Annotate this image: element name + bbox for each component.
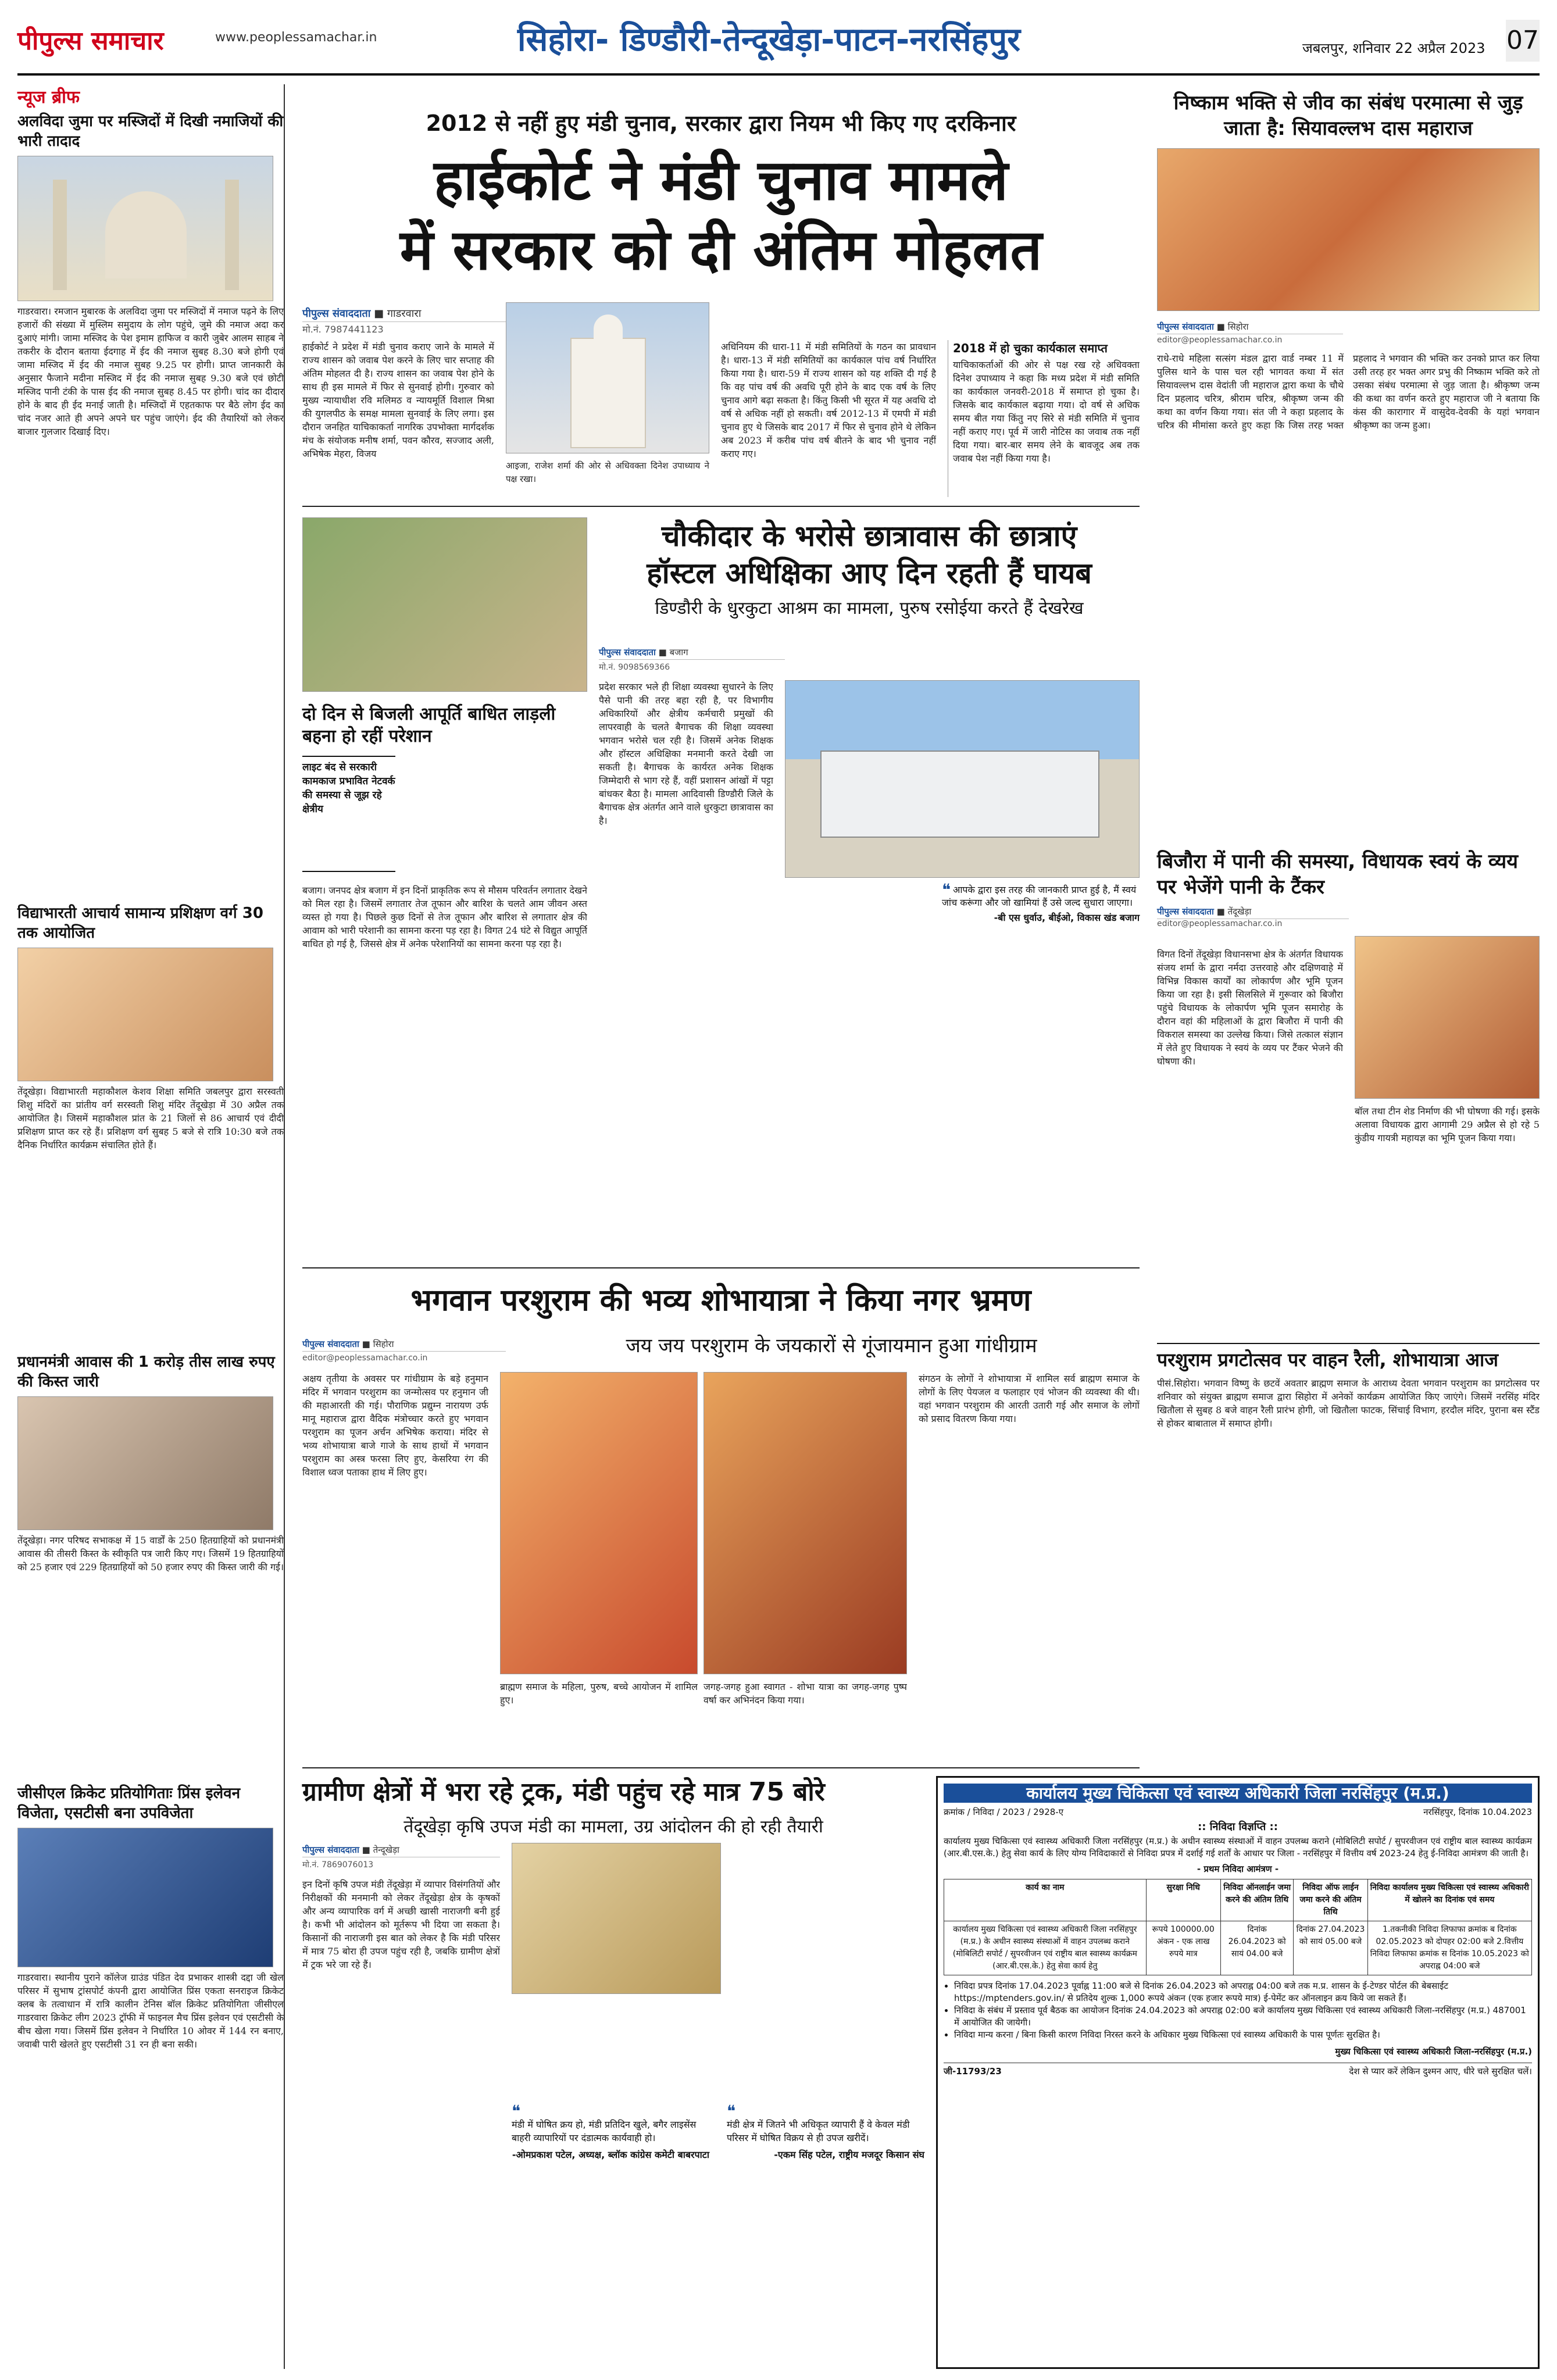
lead-mobile: मो.नं. 7987441123 xyxy=(302,324,384,335)
parshuram-text-2: संगठन के लोगों ने शोभायात्रा में शामिल सर्व ब्राह्मण समाज के लोगों के लिए पेयजल व फलाहार एवं भोजन की व्यवस्था की थी। वहां भगवान परशुराम की आरती उतारी गई और समाज के लोगों को प्रसाद वितरण किया गया। xyxy=(919,1373,1140,1424)
tender-header: सुरक्षा निधि xyxy=(1146,1879,1220,1921)
byline-place: तेंदूखेड़ा xyxy=(1227,906,1252,917)
hostel-headline-line1: चौकीदार के भरोसे छात्रावास की छात्राएं xyxy=(661,519,1077,553)
tender-cell: रूपये 100000.00 अंकन - एक लाख रुपये मात्र xyxy=(1146,1921,1220,1975)
page-number: 07 xyxy=(1506,20,1540,62)
water-story xyxy=(1157,849,1540,1337)
news-brief-label: न्यूज ब्रीफ xyxy=(17,87,80,108)
brief-photo-training xyxy=(17,948,273,1081)
tender-header: निविदा ऑनलाईन जमा करने की अंतिम तिथि xyxy=(1220,1879,1293,1921)
quote-mark-icon: ❝ xyxy=(727,2102,736,2121)
hostel-photo-protest[interactable] xyxy=(302,517,587,692)
lead-photo-court[interactable] xyxy=(506,302,709,453)
brief-photo-cricket xyxy=(17,1828,273,1967)
mandi-mobile: मो.नं. 7869076013 xyxy=(302,1860,374,1870)
byline-place: बजाग xyxy=(669,647,688,657)
mandi-text: इन दिनों कृषि उपज मंडी तेंदूखेड़ा में व्यापार विसंगतियों और निरीक्षकों की मनमानी को लेकर तेंदूखेड़ा क्षेत्र के कृषकों और अन्य व्यापारिक वर्ग में अच्छी खासी नाराजगी बनी हुई है। कभी भी आंदोलन को मूर्तरूप भी दिया जा सकता है। किसानों की नाराजगी इस बात को लेकर है कि मंडी परिसर में मात्र 75 बोरा ही उपज पहुंच रही है, जबकि ग्रामीण क्षेत्रों में ट्रक भरे जा रहे हैं। xyxy=(302,1879,500,1970)
hostel-quote-by: -बी एस धुर्वाउ, बीईओ, विकास खंड बजाग xyxy=(994,912,1140,923)
tender-intro: कार्यालय मुख्य चिकित्सा एवं स्वास्थ्य अधिकारी जिला नरसिंहपुर (म.प्र.) के अधीन स्वास्थ्य संस्थाओं में वाहन उपलब्ध कराने (मोबिलिटी सपोर्ट / सुपरवीजन एवं राष्ट्रीय बाल स्वास्थ्य कार्यक्रम (आर.बी.एस.के.) हेतु सेवा कार्य के लिए योग्य निविदाकारों से निविदा प्रपत्र में दर्शाई गई शर्तों के आधार पर जिला - नरसिंहपुर में वित्तीय वर्ष 2023-24 हेतु ई-निविदा आमंत्रण की जाती है। xyxy=(944,1836,1532,1859)
power-pull-quote: लाइट बंद से सरकारी कामकाज प्रभावित नेटवर्क की समस्या से जूझ रहे क्षेत्रीय xyxy=(302,756,395,872)
tender-bullet: • निविदा के संबंध में प्रस्ताव पूर्व बैठक का आयोजन दिनांक 24.04.2023 को अपराह्न 02:00 बजे कार्यालय मुख्य चिकित्सा एवं स्वास्थ्य अधिकारी जिला-नरसिंहपुर (म.प्र.) 487001 में आयोजित की जायेगी। xyxy=(954,2004,1532,2029)
byline-place: तेन्दूखेड़ा xyxy=(373,1845,399,1855)
hostel-deck: डिण्डौरी के धुरकुटा आश्रम का मामला, पुरुष रसोईया करते हैं देखरेख xyxy=(655,598,1084,619)
lead-byline: पीपुल्स संवाददाता ■ गाडरवारा xyxy=(302,305,535,322)
tender-signature: मुख्य चिकित्सा एवं स्वास्थ्य अधिकारी जिला-नरसिंहपुर (म.प्र.) xyxy=(1335,2046,1532,2057)
lead-side-title: 2018 में हो चुका कार्यकाल समाप्त xyxy=(953,341,1108,355)
right-story xyxy=(1157,90,1540,840)
byline-name: पीपुल्स संवाददाता xyxy=(599,647,656,657)
right-story-headline: निष्काम भक्ति से जीव का संबंध परमात्मा से जुड़ जाता है: सियावल्लभ दास महाराज xyxy=(1173,91,1523,140)
tender-bullet: • निविदा मान्य करना / बिना किसी कारण निविदा निरस्त करने के अधिकार मुख्य चिकित्सा एवं स्वास्थ्य अधिकारी के पास पूर्णतः सुरक्षित है। xyxy=(954,2029,1532,2041)
hostel-byline: पीपुल्स संवाददाता ■ बजाग xyxy=(599,645,785,660)
right-story-byline: पीपुल्स संवाददाता ■ सिहोरा xyxy=(1157,320,1343,334)
water-byline: पीपुल्स संवाददाता ■ तेंदूखेड़ा xyxy=(1157,905,1349,919)
mandi-quote-2 xyxy=(727,2104,924,2360)
masthead xyxy=(17,12,1540,76)
brief-item-title: विद्याभारती आचार्य सामान्य प्रशिक्षण वर्ग 30 तक आयोजित xyxy=(17,905,263,942)
tender-notice xyxy=(936,1776,1540,2369)
parshuram-byline: पीपुल्स संवाददाता ■ सिहोरा xyxy=(302,1337,506,1352)
tender-ref: क्रमांक / निविदा / 2023 / 2928-ए xyxy=(944,1807,1064,1817)
byline-place: सिहोरा xyxy=(373,1339,394,1349)
hostel-headline-line2: हॉस्टल अधिक्षिका आए दिन रहती हैं घायब xyxy=(647,556,1092,590)
quote-mark-icon: ❝ xyxy=(942,880,951,899)
news-brief-column xyxy=(17,84,285,2369)
tender-notice-title: :: निविदा विज्ञप्ति :: xyxy=(1198,1821,1278,1833)
mandi-quote-2-by: -एकम सिंह पटेल, राष्ट्रीय मजदूर किसान संघ xyxy=(774,2149,924,2160)
brief-item-title: अलविदा जुमा पर मस्जिदों में दिखी नमाजियों की भारी तादाद xyxy=(17,113,284,150)
water-email: editor@peoplessamachar.co.in xyxy=(1157,919,1283,928)
brief-item-title: जीसीएल क्रिकेट प्रतियोगिताः प्रिंस इलेवन विजेता, एसटीसी बना उपविजेता xyxy=(17,1785,241,1822)
lead-headline-line1: हाईकोर्ट ने मंडी चुनाव मामले xyxy=(434,148,1008,213)
water-headline: बिजौरा में पानी की समस्या, विधायक स्वयं के व्यय पर भेजेंगे पानी के टैंकर xyxy=(1157,850,1518,899)
byline-place: सिहोरा xyxy=(1227,321,1249,332)
right-story-text: राधे-राधे महिला सत्संग मंडल द्वारा वार्ड नम्बर 11 में पुलिस थाने के पास चल रही भागवत कथा में संत सियावल्लभ दास वेदांती जी महाराज द्वारा कथा के चौथे दिन प्रहलाद चरित्र, श्रीराम चरित्र, श्रीकृष्ण जन्म की कथा का वर्णन किया गया। संत जी ने कहा प्रहलाद के चरित्र की मीमांसा करते हुए कहा कि जिस तरह भक्त प्रहलाद ने भगवान की भक्ति कर उनको प्राप्त कर लिया उसी तरह हर भक्त अगर प्रभु की निष्काम भक्ति करे तो उसका संबंध परमात्मा से जुड़ जाता है। श्रीकृष्ण जन्म की कथा का वर्णन करते हुए महाराज जी ने बताया कि कंस की कारागार में वासुदेव-देवकी के यहां भगवान श्रीकृष्ण का जन्म हुआ। xyxy=(1157,353,1540,431)
byline-name: पीपुल्स संवाददाता xyxy=(1157,321,1214,332)
brief-photo-awas xyxy=(17,1396,273,1530)
byline-name: पीपुल्स संवाददाता xyxy=(302,308,371,320)
byline-name: पीपुल्स संवाददाता xyxy=(302,1845,359,1855)
byline-name: पीपुल्स संवाददाता xyxy=(1157,906,1214,917)
byline-name: पीपुल्स संवाददाता xyxy=(302,1339,359,1349)
lead-side-box xyxy=(948,340,1140,497)
power-text: बजाग। जनपद क्षेत्र बजाग में इन दिनों प्राकृतिक रूप से मौसम परिवर्तन लगातार देखने को मिल रहा है। जिसमें लगातार तेज तूफान और बारिश के चलते आम जीवन अस्त व्यस्त हो गया है। पिछले कुछ दिनों से तेज तूफान और बारिश से लगातार क्षेत्र की आवाम को भारी परेशानी का सामना करना पड़ रहा है। विगत 24 घंटे से विद्युत आपूर्ति बाधित हो गई है, जिससे क्षेत्र में अनेक परेशानियों का सामना करना पड़ रहा है। xyxy=(302,885,587,949)
parshuram-email: editor@peoplessamachar.co.in xyxy=(302,1353,428,1363)
hostel-text: प्रदेश सरकार भले ही शिक्षा व्यवस्था सुधारने के लिए पैसे पानी की तरह बहा रही है, पर विभागीय अधिकारियों और क्षेत्रीय कर्मचारी प्रमुखों की लापरवाही के चलते बैगाचक की शिक्षा व्यवस्था भगवान भरोसे चल रही है। जिसमें अनेक शिक्षक और हॉस्टल अधिक्षिका मनमानी करते देखी जा सकती है। बैगाचक के कार्यरत अनेक शिक्षक जिम्मेदारी से भाग रहे हैं, वहीं प्रशासन आंखों में पट्टा बांधकर बैठा है। मामला आदिवासी डिण्डौरी जिले के बैगाचक क्षेत्र अंतर्गत आने वाले धुरकुटा छात्रावास का है। xyxy=(599,681,773,826)
mandi-deck: तेंदूखेड़ा कृषि उपज मंडी का मामला, उग्र आंदोलन की हो रही तैयारी xyxy=(403,1817,823,1837)
tender-cell: 1.तकनीकी निविदा लिफाफा क्रमांक ब दिनांक 02.05.2023 को दोपहर 02:00 बजे 2.वित्तीय निविदा लिफाफा क्रमांक स दिनांक 10.05.2023 को अपराह्न 04:00 बजे xyxy=(1367,1921,1531,1975)
hostel-quote-text: आपके द्वारा इस तरह की जानकारी प्राप्त हुई है, मैं स्वयं जांच करूंगा और जो खामियां हैं उसे जल्द सुधारा जाएगा। xyxy=(942,884,1137,908)
parshuram-photo-2[interactable] xyxy=(703,1372,907,1674)
parshuram-photo-caption-1: ब्राह्मण समाज के महिला, पुरुष, बच्चे आयोजन में शामिल हुए। xyxy=(500,1681,698,1706)
water-photo[interactable] xyxy=(1355,936,1540,1099)
water-text: विगत दिनों तेंदूखेड़ा विधानसभा क्षेत्र के अंतर्गत विधायक संजय शर्मा के द्वारा नर्मदा उत्तरवाहे और दक्षिणवाहे में विभिन्न विकास कार्यों का लोकार्पण और भूमि पूजन किया जा रहा है। इसी सिलसिले में गुरूवार को बिजौरा पहुंचे विधायक के लोकार्पण भूमि पूजन समारोह के दौरान वहां की महिलाओं के द्वारा बिजौरा में पानी की विकराल समस्या का उल्लेख किया। जिसे तत्काल संज्ञान में लेते हुए विधायक ने स्वयं के व्यय पर टैंकर भेजने की घोषणा की। xyxy=(1157,949,1343,1067)
mandi-headline: ग्रामीण क्षेत्रों में भरा रहे ट्रक, मंडी पहुंच रहे मात्र 75 बोरे xyxy=(302,1777,825,1807)
lead-photo-caption: आइजा, राजेश शर्मा की ओर से अधिवक्ता दिनेश उपाध्याय ने पक्ष रखा। xyxy=(506,460,709,484)
brief-photo-mosque xyxy=(17,156,273,301)
tender-cell: दिनांक 26.04.2023 को सायं 04.00 बजे xyxy=(1220,1921,1293,1975)
rally-story xyxy=(1157,1343,1540,1761)
water-photo-caption: बॉल तथा टीन शेड निर्माण की भी घोषणा की गई। इसके अलावा विधायक द्वारा आगामी 29 अप्रैल से हो रहे 5 कुंडीय गायत्री महायज्ञ का भूमि पूजन किया गया। xyxy=(1355,1106,1540,1143)
mandi-photo[interactable] xyxy=(512,1843,721,1994)
parshuram-photo-1[interactable] xyxy=(500,1372,698,1674)
hostel-photo-building[interactable] xyxy=(785,680,1140,878)
dateline: जबलपुर, शनिवार 22 अप्रैल 2023 xyxy=(1302,40,1485,56)
hostel-headline xyxy=(599,517,1140,619)
lead-kicker: 2012 से नहीं हुए मंडी चुनाव, सरकार द्वारा नियम भी किए गए दरकिनार xyxy=(426,110,1016,136)
edition-title: सिहोरा- डिण्डौरी-तेन्दूखेड़ा-पाटन-नरसिंहपुर xyxy=(517,21,1021,59)
mandi-quote-1 xyxy=(512,2104,709,2360)
lead-col-2: अधिनियम की धारा-11 में मंडी समितियों के गठन का प्रावधान है। धारा-13 में मंडी समितियों का कार्यकाल पांच वर्ष निर्धारित किया गया है। धारा-59 में राज्य शासन को यह शक्ति दी गई है कि वह पांच वर्ष की अवधि पूरी होने के बाद एक वर्ष के लिए चुनाव आगे बढ़ा सकता है। किंतु किसी भी सूरत में यह अवधि दो वर्ष से अधिक नहीं हो सकती। वर्ष 2012-13 में एमपी में मंडी चुनाव हुए थे जिसके बाद 2017 में फिर से चुनाव होने थे लेकिन अब 2023 में करीब पांच वर्ष बीतने के बाद भी चुनाव नहीं कराए गए। xyxy=(721,341,936,459)
tender-table xyxy=(944,1879,1532,1975)
parshuram-text: अक्षय तृतीया के अवसर पर गांधीग्राम के बड़े हनुमान मंदिर में भगवान परशुराम का जन्मोत्सव पर हनुमान जी की महाआरती की गई। पौराणिक प्रद्युम्न नारायण उर्फ मानू महाराज द्वारा वैदिक मंत्रोच्चार करते हुए भगवान परशुराम का पूजन अर्चन अभिषेक कराया। मंदिर से भव्य शोभायात्रा बाजे गाजे के साथ हाथों में भगवान परशुराम का अस्त्र फरसा लिए हुए, केसरिया रंग की विशाल ध्वज पताका हाथ में लिए हुए। xyxy=(302,1373,488,1478)
brief-item-text: तेंदूखेड़ा। विद्याभारती महाकौशल केशव शिक्षा समिति जबलपुर द्वारा सरस्वती शिशु मंदिरों का प्रांतीय वर्ग सरस्वती शिशु मंदिर तेंदूखेड़ा में 30 अप्रैल तक आयोजित है। जिसमें महाकौशल प्रांत के 21 जिलों से 86 आचार्य एवं दीदी प्रशिक्षण प्राप्त कर रहे हैं। प्रशिक्षण वर्ग सुबह 5 बजे से रात्रि 10:30 बजे तक दैनिक निर्धारित कार्यक्रम संचालित होते हैं। xyxy=(17,1086,284,1150)
tender-schedule-title: - प्रथम निविदा आमंत्रण - xyxy=(1197,1864,1279,1874)
website[interactable]: www.peoplessamachar.in xyxy=(215,30,377,45)
lead-headline-line2: में सरकार को दी अंतिम मोहलत xyxy=(399,217,1042,283)
tender-header: कार्य का नाम xyxy=(944,1879,1147,1921)
mandi-byline: पीपुल्स संवाददाता ■ तेन्दूखेड़ा xyxy=(302,1843,500,1857)
byline-place: गाडरवारा xyxy=(387,308,422,320)
tender-footer-note: देश से प्यार करें लेकिन दुश्मन आए, धीरे चले सुरक्षित चलें। xyxy=(1349,2066,1532,2077)
tender-header: निविदा कार्यालय मुख्य चिकित्सा एवं स्वास्थ्य अधिकारी में खोलने का दिनांक एवं समय xyxy=(1367,1879,1531,1921)
parshuram-photo-caption-2: जगह-जगह हुआ स्वागत - शोभा यात्रा का जगह-जगह पुष्प वर्षा कर अभिनंदन किया गया। xyxy=(703,1681,907,1706)
brief-item-text: तेंदूखेड़ा। नगर परिषद सभाकक्ष में 15 वार्डों के 250 हितग्राहियों को प्रधानमंत्री आवास की तीसरी किस्त के स्वीकृति पत्र जारी किए गए। जिसमें 19 हितग्राहियों को 25 हजार एवं 229 हितग्राहियों को 50 हजार रुपए की किस्त जारी की गई। xyxy=(17,1535,284,1573)
power-headline: दो दिन से बिजली आपूर्ति बाधित लाड़ली बहना हो रहीं परेशान xyxy=(302,704,556,746)
mandi-quote-1-text: मंडी में घोषित क्रय हो, मंडी प्रतिदिन खुले, बगैर लाइसेंस बाहरी व्यापारियों पर दंडात्मक कार्यवाही हो। xyxy=(512,2119,697,2143)
tender-cell: दिनांक 27.04.2023 को सायं 05.00 बजे xyxy=(1294,1921,1367,1975)
right-story-email: editor@peoplessamachar.co.in xyxy=(1157,335,1283,345)
tender-cell: कार्यालय मुख्य चिकित्सा एवं स्वास्थ्य अधिकारी जिला नरसिंहपुर (म.प्र.) के अधीन स्वास्थ्य संस्थाओं में वाहन उपलब्ध कराने (मोबिलिटी सपोर्ट / सुपरवीजन एवं राष्ट्रीय बाल स्वास्थ्य कार्यक्रम (आर.बी.एस.के.) हेतु सेवा कार्य हेतु xyxy=(944,1921,1147,1975)
logo[interactable]: पीपुल्स समाचार xyxy=(17,26,164,56)
tender-job-no: जी-11793/23 xyxy=(944,2066,1002,2077)
parshuram-headline: भगवान परशुराम की भव्य शोभायात्रा ने किया नगर भ्रमण xyxy=(410,1283,1031,1318)
mandi-quote-2-text: मंडी क्षेत्र में जितने भी अधिकृत व्यापारी हैं वे केवल मंडी परिसर में घोषित विक्रय से ही उपज खरीदें। xyxy=(727,2119,910,2143)
mandi-quote-1-by: -ओमप्रकाश पटेल, अध्यक्ष, ब्लॉक कांग्रेस कमेटी बाबरपाटा xyxy=(512,2149,709,2160)
tender-date: नरसिंहपुर, दिनांक 10.04.2023 xyxy=(1423,1807,1532,1817)
tender-bullet: • निविदा प्रपत्र दिनांक 17.04.2023 पूर्वाह्न 11:00 बजे से दिनांक 26.04.2023 को अपराह्न 04:00 बजे तक म.प्र. शासन के ई-टेण्डर पोर्टल की बेबसाईट https://mptenders.gov.in/ से प्रतिदेय शुल्क 1,000 रूपये अंकन (एक हजार रूपये मात्र) ई-पेमेंट कर ऑनलाइन क्रय किये जा सकते हैं। xyxy=(954,1980,1532,2004)
hostel-mobile: मो.नं. 9098569366 xyxy=(599,663,670,672)
lead-side-text: याचिकाकर्ताओं की ओर से पक्ष रख रहे अधिवक्ता दिनेश उपाध्याय ने कहा कि मध्य प्रदेश में मंडी समिति का कार्यकाल जनवरी-2018 में समाप्त हो चुका है। जिसके बाद कार्यकाल बढ़ाया गया। दो वर्ष से अधिक समय बीत गया किंतु नए सिरे से मंडी समिति में चुनाव नहीं कराए गए। पूर्व में जारी नोटिस का जवाब तक नहीं दिया गया। बार-बार समय लेने के बावजूद अब तक जवाब पेश नहीं किया गया है। xyxy=(953,359,1140,464)
quote-mark-icon: ❝ xyxy=(512,2102,521,2121)
rally-text: पीसं.सिहोरा। भगवान विष्णु के छटवें अवतार ब्राह्मण समाज के आराध्य देवता भगवान परशुराम का प्रगटोत्सव पर शनिवार को संयुक्त ब्राह्मण समाज द्वारा सिहोरा में अनेकों कार्यक्रम आयोजित किए जाएंगे। जिसमें नरसिंह मंदिर खितौला से सुबह 8 बजे वाहन रैली प्रारंभ होगी, जो खितौला फाटक, सिंचाई विभाग, हरदौल मंदिर, पुराना बस स्टैंड से होकर बाबाताल में समाप्त होगी। xyxy=(1157,1378,1540,1429)
lead-col-1: हाईकोर्ट ने प्रदेश में मंडी चुनाव कराए जाने के मामले में राज्य शासन को जवाब पेश करने के लिए चार सप्ताह की अंतिम मोहलत दी है। राज्य शासन का जवाब पेश होने के साथ ही इस मामले में फिर से सुनवाई होगी। गुरुवार को मुख्य न्यायाधीश रवि मलिमठ व न्यायमूर्ति विशाल मिश्रा की युगलपीठ के समक्ष मामला सुनवाई के लिए लगा। इस दौरान जनहित याचिकाकर्ता नागरिक उपभोक्ता मार्गदर्शक मंच के संयोजक मनीष शर्मा, पवन कौरव, सज्जाद अली, अभिषेक मेहरा, विजय xyxy=(302,341,494,459)
rally-headline: परशुराम प्रगटोत्सव पर वाहन रैली, शोभायात्रा आज xyxy=(1157,1349,1499,1371)
brief-item-text: गाडरवारा। रमजान मुबारक के अलविदा जुमा पर मस्जिदों में नमाज पढ़ने के लिए हजारों की संख्या में मुस्लिम समुदाय के लोग पहुंचे, जुमे की नमाज अदा कर दुआएं मांगी। जामा मस्जिद के पेश इमाम हाफिज व कारी जुबेर आलम साहब ने तकरीर के दौरान बताया ईदगाह में ईद की नमाज सुबह 8.30 बजे होगी एवं जामा मस्जिद में ईद की नमाज सुबह 9.25 पर होगी। प्राप्त जानकारी के अनुसार फैजाने मदीना मस्जिद में ईद की नमाज सुबह 9.30 बजे एवं छोटी मस्जिद पानी टंकी के पास ईद की नमाज सुबह 8.45 पर होगी। चांद का दीदार होने के बाद ही ईद मनाई जाती है। मस्जिदों में एहतकाफ पर बैठे लोग ईद का चांद नजर आते ही अपने अपने घर पहुंच जाएंगे। ईद की तैयारियों को लेकर बाजार गुलजार दिखाई दिए। xyxy=(17,306,284,437)
brief-item-text: गाडरवारा। स्थानीय पुराने कॉलेज ग्राउंड पंडित देव प्रभाकर शास्त्री दद्दा जी खेल परिसर में सुभाष ट्रांसपोर्ट कंपनी द्वारा आयोजित प्रिंस एकता सनराइज क्रिकेट क्लब के तत्वाधान में रात्रि कालीन टेनिस बॉल क्रिकेट प्रतियोगिता जीसीएल गाडरवारा क्रिकेट लीग 2023 ट्रॉफी में फाइनल मैच प्रिंस इलेवन एवं एसटीसी के बीच खेला गया। जिसमें प्रिंस इलेवन ने निर्धारित 10 ओवर में 144 रन बनाए, जवाबी पारी खेलते हुए एसटीसी 31 रन ही बना सकी। xyxy=(17,1972,284,2050)
brief-item-title: प्रधानमंत्री आवास की 1 करोड़ तीस लाख रुपए की किस्त जारी xyxy=(17,1353,275,1391)
right-story-photo[interactable] xyxy=(1157,148,1540,311)
tender-header: निविदा ऑफ लाईन जमा करने की अंतिम तिथि xyxy=(1294,1879,1367,1921)
parshuram-deck: जय जय परशुराम के जयकारों से गूंजायमान हुआ गांधीग्राम xyxy=(626,1334,1037,1357)
hostel-quote xyxy=(942,880,1140,977)
tender-title: कार्यालय मुख्य चिकित्सा एवं स्वास्थ्य अधिकारी जिला नरसिंहपुर (म.प्र.) xyxy=(944,1784,1532,1803)
lead-headline xyxy=(302,145,1140,285)
